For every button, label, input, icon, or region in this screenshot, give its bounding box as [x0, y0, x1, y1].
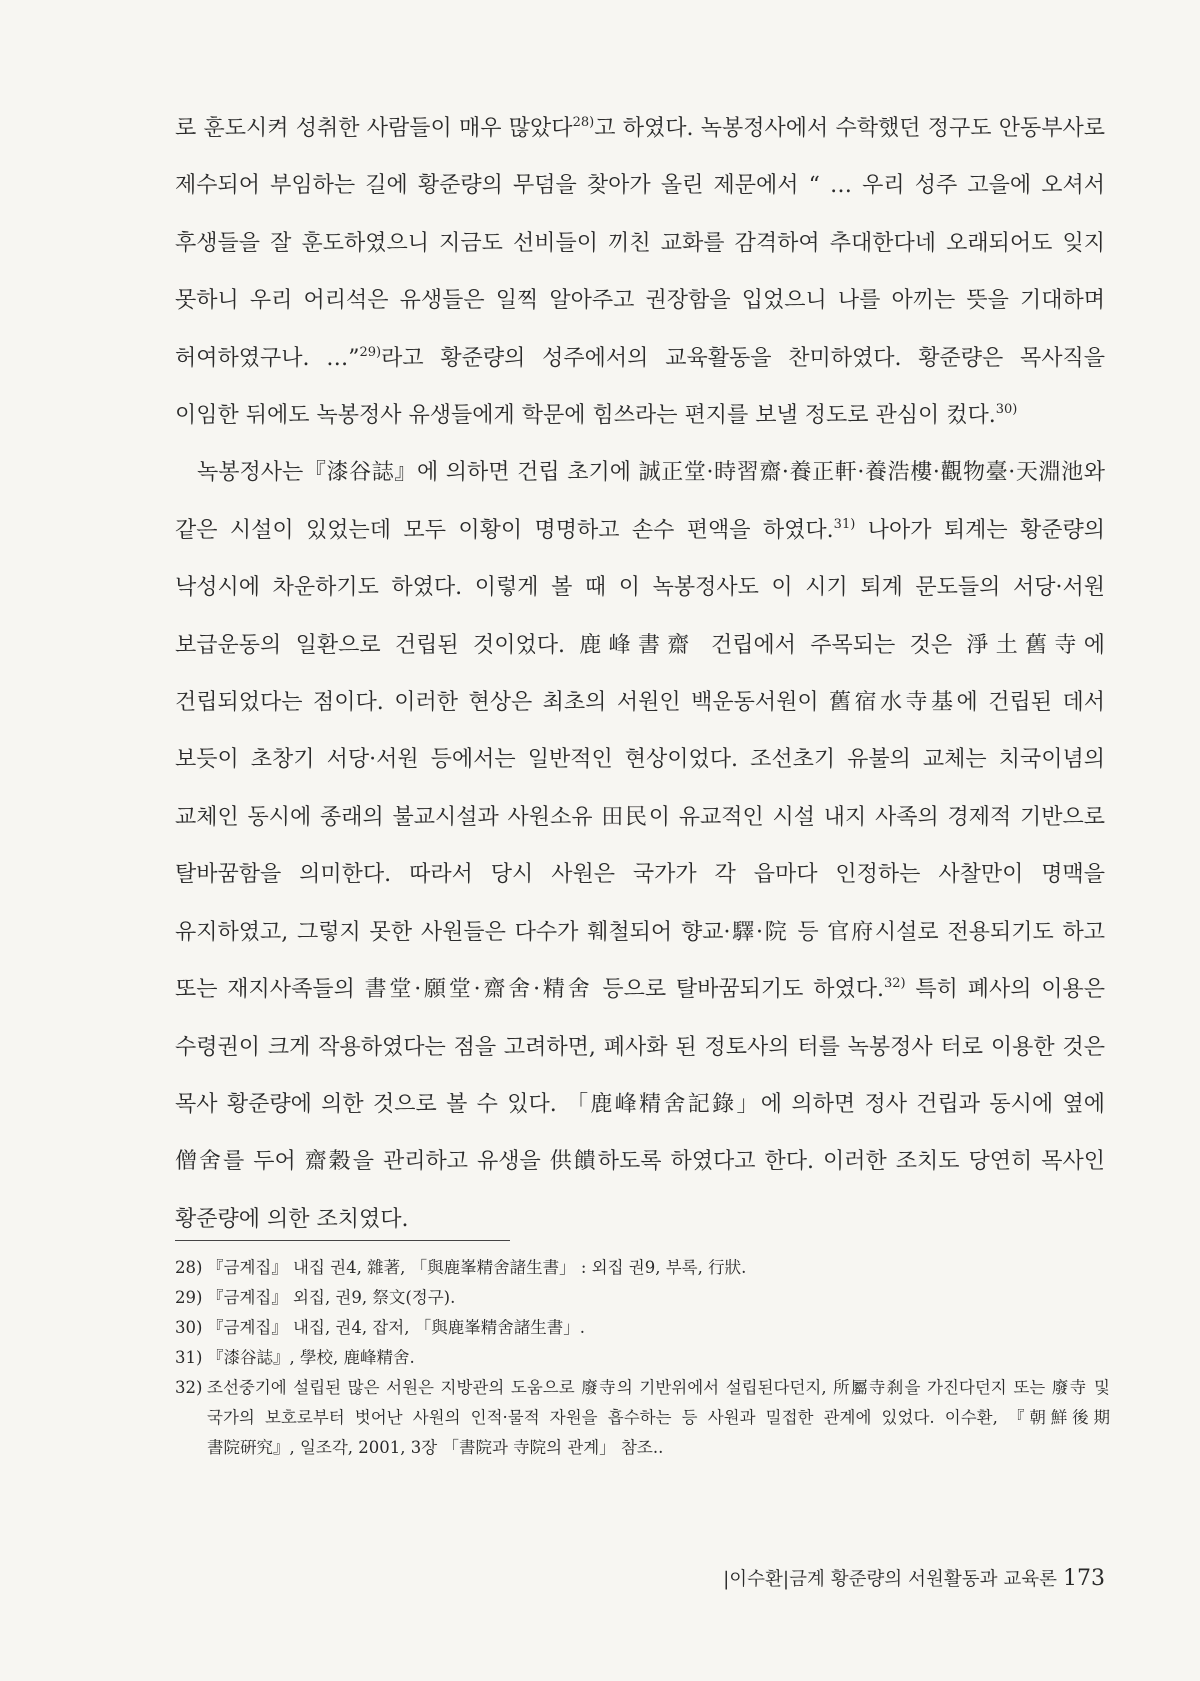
running-head: |이수환|금계 황준량의 서원활동과 교육론: [723, 1569, 1057, 1590]
footnote-number: 32): [175, 1378, 203, 1397]
footnote: [175, 1373, 1110, 1463]
paragraph-text: 특히 폐사의 이용은 수령권이 크게 작용하였다는 점을 고려하면, 폐사화 된 정토사의 터를 녹봉정사 터로 이용한 것은 목사 황준량에 의한 것으로 볼 수 있다. 「鹿峰精舍記錄」에 의하면 정사 건립과 동시에 옆에 僧舍를 두어 齋穀을 관리하고 유생을 供饋하도록 하였다고 한다. 이러한 조치도 당연히 목사인 황준량에 의한 조치였다.: [175, 977, 1106, 1232]
paragraph-text: 나아가 퇴계는 황준량의 낙성시에 차운하기도 하였다. 이렇게 볼 때 이 녹봉정사도 이 시기 퇴계 문도들의 서당·서원 보급운동의 일환으로 건립된 것이었다. 鹿峰書齋 건립에서 주목되는 것은 淨土舊寺에 건립되었다는 점이다. 이러한 현상은 최초의 서원인 백운동서원이 舊宿水寺基에 건립된 데서 보듯이 초창기 서당·서원 등에서는 일반적인 현상이었다. 조선초기 유불의 교체는 치국이념의 교체인 동시에 종래의 불교시설과 사원소유 田民이 유교적인 시설 내지 사족의 경제적 기반으로 탈바꿈함을 의미한다. 따라서 당시 사원은 국가가 각 읍마다 인정하는 사찰만이 명맥을 유지하였고, 그렇지 못한 사원들은 다수가 훼철되어 향교·驛·院 등 官府시설로 전용되기도 하고 또는 재지사족들의 書堂·願堂·齋舍·精舍 등으로 탈바꿈되기도 하였다.: [175, 517, 1105, 1003]
paragraph-text: 로 훈도시켜 성취한 사람들이 매우 많았다: [175, 116, 573, 141]
paragraph-text: 고 하였다. 녹봉정사에서 수학했던 정구도 안동부사로 제수되어 부임하는 길에 황준량의 무덤을 찾아가 올린 제문에서 “ … 우리 성주 고을에 오셔서 후생들을 잘 훈도하였으니 지금도 선비들이 끼친 교화를 감격하여 추대한다네 오래되어도 잊지 못하니 우리 어리석은 유생들은 일찍 알아주고 권장함을 입었으니 나를 아끼는 뜻을 기대하며 허여하였구나. …”: [175, 116, 1105, 371]
footnote-ref: 32): [883, 976, 906, 992]
paragraph: [175, 444, 1105, 1248]
footnote: [175, 1253, 1110, 1283]
page-number: 173: [1063, 1566, 1105, 1591]
footnote-text: 『금계집』 외집, 권9, 祭文(정구).: [207, 1288, 456, 1307]
footnote-ref: 28): [572, 115, 595, 130]
footnote-text: 『漆谷誌』, 學校, 鹿峰精舍.: [207, 1348, 415, 1367]
footnote-separator: [175, 1240, 510, 1241]
footnote-number: 30): [175, 1318, 203, 1337]
body-text: [175, 100, 1105, 1248]
footnote-number: 31): [175, 1348, 203, 1367]
footnotes: [175, 1253, 1110, 1463]
footnote-ref: 30): [995, 402, 1018, 418]
footnote-text: 조선중기에 설립된 많은 서원은 지방관의 도움으로 廢寺의 기반위에서 설립된다던지, 所屬寺刹을 가진다던지 또는 廢寺 및 국가의 보호로부터 벗어난 사원의 인적·물적 자원을 흡수하는 등 사원과 밀접한 관계에 있었다. 이수환, 『朝鮮後期 書院硏究』, 일조각, 2001, 3장 「書院과 寺院의 관계」 참조..: [207, 1378, 1110, 1457]
footnote-ref: 29): [359, 344, 382, 360]
footnote-text: 『금계집』 내집, 권4, 잡저, 「與鹿峯精舍諸生書」.: [207, 1318, 585, 1337]
running-footer: [660, 1565, 1105, 1591]
footnote: [175, 1343, 1110, 1373]
paragraph-text: 라고 황준량의 성주에서의 교육활동을 찬미하였다. 황준량은 목사직을 이임한 뒤에도 녹봉정사 유생들에게 학문에 힘쓰라는 편지를 보낼 정도로 관심이 컸다.: [175, 345, 1105, 429]
footnote: [175, 1313, 1110, 1343]
footnote-number: 29): [175, 1288, 203, 1307]
paragraph: [175, 100, 1105, 444]
footnote-number: 28): [175, 1258, 203, 1277]
footnote: [175, 1283, 1110, 1313]
footnote-ref: 31): [833, 516, 856, 532]
paragraph-text: 녹봉정사는『漆谷誌』에 의하면 건립 초기에 誠正堂·時習齋·養正軒·養浩樓·觀物臺·天淵池와 같은 시설이 있었는데 모두 이황이 명명하고 손수 편액을 하였다.: [175, 460, 1105, 543]
footnote-text: 『금계집』 내집 권4, 雜著, 「與鹿峯精舍諸生書」 : 외집 권9, 부록, 行狀.: [207, 1258, 747, 1277]
